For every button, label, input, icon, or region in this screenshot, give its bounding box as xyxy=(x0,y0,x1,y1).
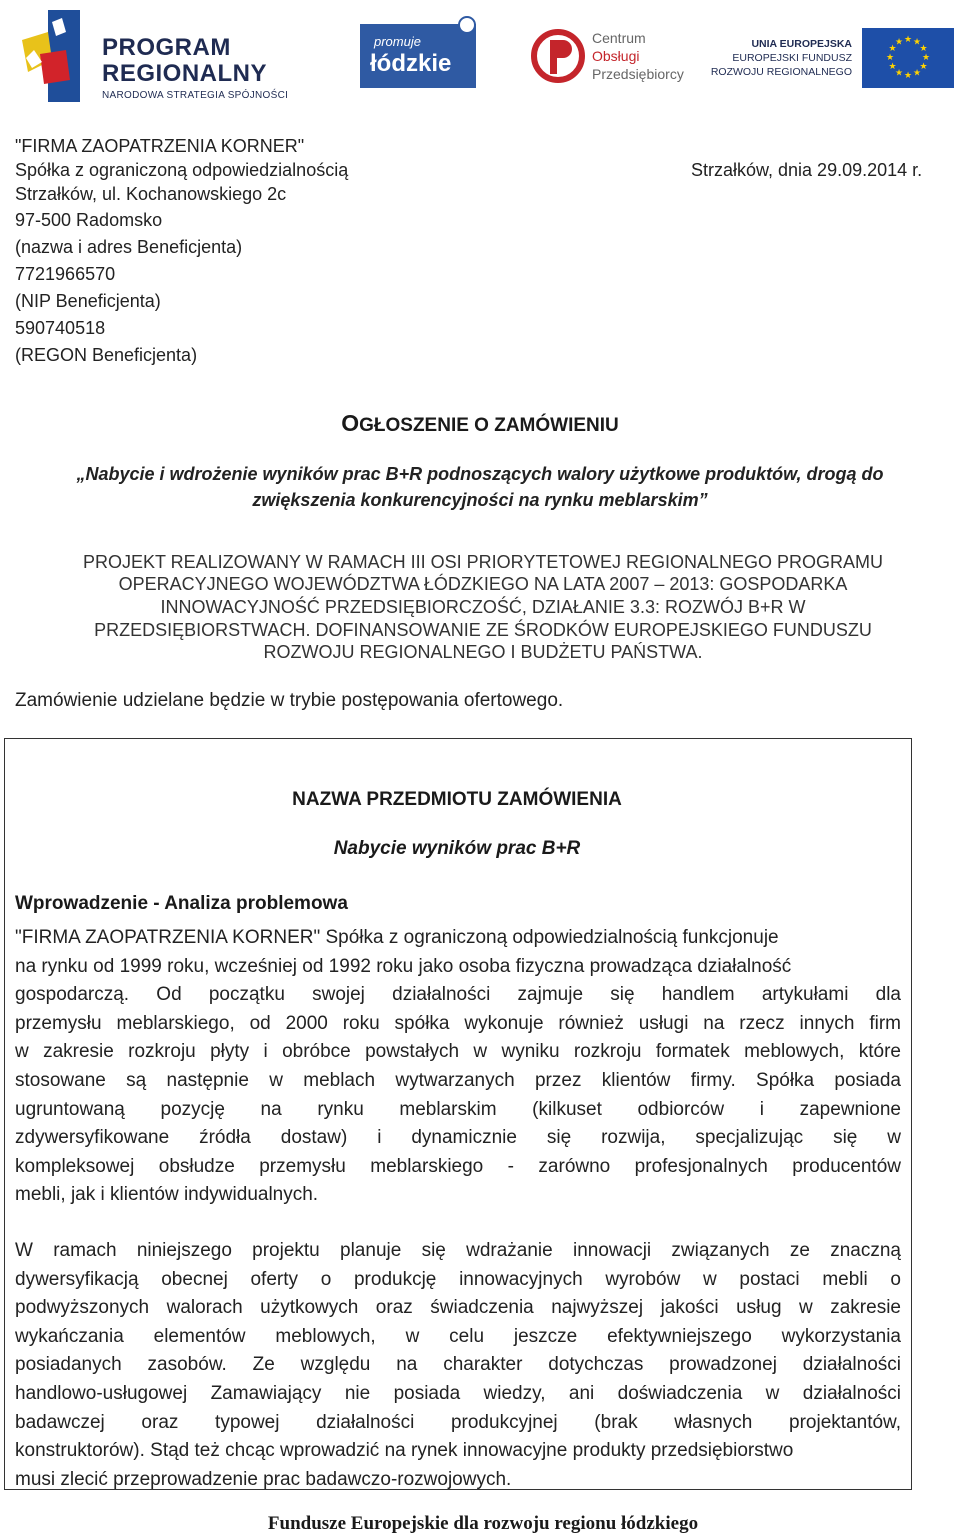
ue-line1: UNIA EUROPEJSKA xyxy=(751,38,852,50)
beneficiary-line-2: Spółka z ograniczoną odpowiedzialnością xyxy=(15,160,349,180)
paragraph-1-line: kompleksowej obsłudze przemysłu meblarskiego - zarówno profesjonalnych producentów xyxy=(15,1155,901,1177)
centrum-obslugi-line1: Centrum xyxy=(592,30,646,46)
subject-line-2: zwiększenia konkurencyjności na rynku meblarskim” xyxy=(252,490,708,510)
paragraph-1-line: gospodarczą. Od początku swojej działalności zajmuje się handlem artykułami dla xyxy=(15,984,901,1006)
project-line-3: INNOWACYJNOŚĆ PRZEDSIĘBIORCZOŚĆ, DZIAŁANIE 3.3: ROZWÓJ B+R W xyxy=(160,597,806,617)
svg-text:★: ★ xyxy=(888,62,897,72)
svg-text:★: ★ xyxy=(903,71,913,81)
svg-text:★: ★ xyxy=(912,37,922,48)
paragraph-2-line: posiadanych zasobów. Ze względu na charakter dotychczas prowadzonej działalności xyxy=(15,1354,901,1376)
beneficiary-line-8: 590740518 xyxy=(15,318,106,338)
svg-text:★: ★ xyxy=(903,35,913,45)
heading-rest: GŁOSZENIE O ZAMÓWIENIU xyxy=(359,415,619,436)
program-regionalny-logo xyxy=(18,10,318,102)
paragraph-1-line: "FIRMA ZAOPATRZENIA KORNER" Spółka z ograniczoną odpowiedzialnością funkcjonuje xyxy=(15,927,779,948)
paragraph-2-line: W ramach niniejszego projektu planuje się wdrażanie innowacji związanych ze znaczną xyxy=(15,1240,901,1261)
svg-text:★: ★ xyxy=(894,37,904,48)
ue-line2: EUROPEJSKI FUNDUSZ xyxy=(732,52,852,64)
paragraph-1-line: na rynku od 1999 roku, wcześniej od 1992 roku jako osoba fizyczna prowadząca działalność xyxy=(15,955,792,977)
promuje-lodzkie-line2: łódzkie xyxy=(370,50,452,77)
svg-text:★: ★ xyxy=(888,44,897,54)
program-regionalny-line2: REGIONALNY xyxy=(102,60,268,87)
ue-line3: ROZWOJU REGIONALNEGO xyxy=(710,66,852,78)
paragraph-1-line: w zakresie rozkroju płyty i obróbce powstałych w wyniku rozkroju formatek meblowych, które xyxy=(15,1041,901,1063)
footer-text: Fundusze Europejskie dla rozwoju regionu łódzkiego xyxy=(267,1513,699,1534)
paragraph-2 xyxy=(15,1237,901,1494)
centrum-obslugi-logo xyxy=(530,24,684,88)
intro-heading: Wprowadzenie - Analiza problemowa xyxy=(15,893,348,914)
svg-text:★: ★ xyxy=(921,53,931,63)
svg-text:★: ★ xyxy=(912,68,922,79)
program-regionalny-line1: PROGRAM xyxy=(102,34,231,61)
project-line-2: OPERACYJNEGO WOJEWÓDZTWA ŁÓDZKIEGO NA LATA 2007 – 2013: GOSPODARKA xyxy=(118,574,848,594)
logo-bar xyxy=(0,0,960,112)
unia-europejska-logo xyxy=(710,28,958,90)
beneficiary-line-7: (NIP Beneficjenta) xyxy=(15,291,161,311)
paragraph-2-line: dywersyfikacją obecnej oferty o produkcję innowacyjnych wyrobów w postaci mebli o xyxy=(15,1268,901,1290)
svg-text:★: ★ xyxy=(894,68,904,79)
paragraph-1-line: mebli, jak i klientów indywidualnych. xyxy=(15,1184,319,1206)
subject-line-1: „Nabycie i wdrożenie wyników prac B+R podnoszących walory użytkowe produktów, drogą do xyxy=(76,464,884,484)
promuje-lodzkie-logo xyxy=(360,24,476,88)
beneficiary-line-9: (REGON Beneficjenta) xyxy=(15,345,198,365)
centrum-obslugi-line3: Przedsiębiorcy xyxy=(592,66,684,82)
paragraph-2-line: konstruktorów). Stąd też chcąc wprowadzić na rynek innowacyjne produkty przedsiębiorstwo xyxy=(15,1440,794,1462)
centrum-obslugi-logo-icon xyxy=(530,28,586,84)
project-line-5: ROZWOJU REGIONALNEGO I BUDŻETU PAŃSTWA. xyxy=(263,642,703,662)
beneficiary-line-4: 97-500 Radomsko xyxy=(15,210,163,230)
paragraph-2-line: podwyższonych walorach użytkowych oraz świadczenia najwyższej jakości usług w zakresie xyxy=(15,1297,901,1319)
promuje-lodzkie-line1: promuje xyxy=(374,34,421,49)
svg-text:★: ★ xyxy=(919,62,928,72)
paragraph-1 xyxy=(15,924,901,1210)
beneficiary-line-6: 7721966570 xyxy=(15,264,116,284)
program-regionalny-line3: NARODOWA STRATEGIA SPÓJNOŚCI xyxy=(102,90,289,101)
document-heading xyxy=(0,410,960,437)
program-regionalny-logo-icon xyxy=(18,10,80,102)
svg-text:★: ★ xyxy=(885,53,895,63)
box-subtitle: Nabycie wyników prac B+R xyxy=(333,838,581,859)
centrum-obslugi-line2: Obsługi xyxy=(592,48,640,64)
project-line-4: PRZEDSIĘBIORSTWACH. DOFINANSOWANIE ZE ŚRODKÓW EUROPEJSKIEGO FUNDUSZU xyxy=(94,620,872,640)
beneficiary-line-5: (nazwa i adres Beneficjenta) xyxy=(15,237,243,257)
paragraph-1-line: ugruntowaną pozycję na rynku meblarskim (kilkuset odbiorców i zapewnione xyxy=(15,1098,901,1120)
beneficiary-line-1: "FIRMA ZAOPATRZENIA KORNER" xyxy=(15,136,305,156)
paragraph-2-line: wykańczania elementów meblowych, w celu jeszcze efektywniejszego wykorzystania xyxy=(15,1325,901,1347)
project-line-1: PROJEKT REALIZOWANY W RAMACH III OSI PRIORYTETOWEJ REGIONALNEGO PROGRAMU xyxy=(82,552,884,572)
place-date: Strzałków, dnia 29.09.2014 r. xyxy=(691,160,923,180)
eu-flag-icon xyxy=(862,28,954,88)
box-title: NAZWA PRZEDMIOTU ZAMÓWIENIA xyxy=(292,789,622,810)
svg-text:★: ★ xyxy=(919,44,928,54)
paragraph-1-line: zdywersyfikowane źródła dostaw) i dynamicznie się rozwija, specjalizując się w xyxy=(15,1127,901,1149)
beneficiary-line-3: Strzałków, ul. Kochanowskiego 2c xyxy=(15,184,287,204)
paragraph-1-line: stosowane są następnie w meblach wytwarzanych przez klientów firmy. Spółka posiada xyxy=(15,1069,901,1091)
procedure-mode: Zamówienie udzielane będzie w trybie postępowania ofertowego. xyxy=(15,690,564,711)
heading-first-letter: O xyxy=(341,410,360,436)
paragraph-2-line: handlowo-usługowej Zamawiający nie posiada wiedzy, ani doświadczenia w działalności xyxy=(15,1382,901,1404)
paragraph-2-line: musi zlecić przeprowadzenie prac badawczo-rozwojowych. xyxy=(15,1468,512,1490)
paragraph-1-line: przemysłu meblarskiego, od 2000 roku spółka wykonuje również usługi na rzecz innych firm xyxy=(15,1012,901,1034)
paragraph-2-line: badawczej oraz typowej działalności produkcyjnej (brak własnych projektantów, xyxy=(15,1411,901,1433)
promuje-lodzkie-logo-icon xyxy=(458,16,476,34)
